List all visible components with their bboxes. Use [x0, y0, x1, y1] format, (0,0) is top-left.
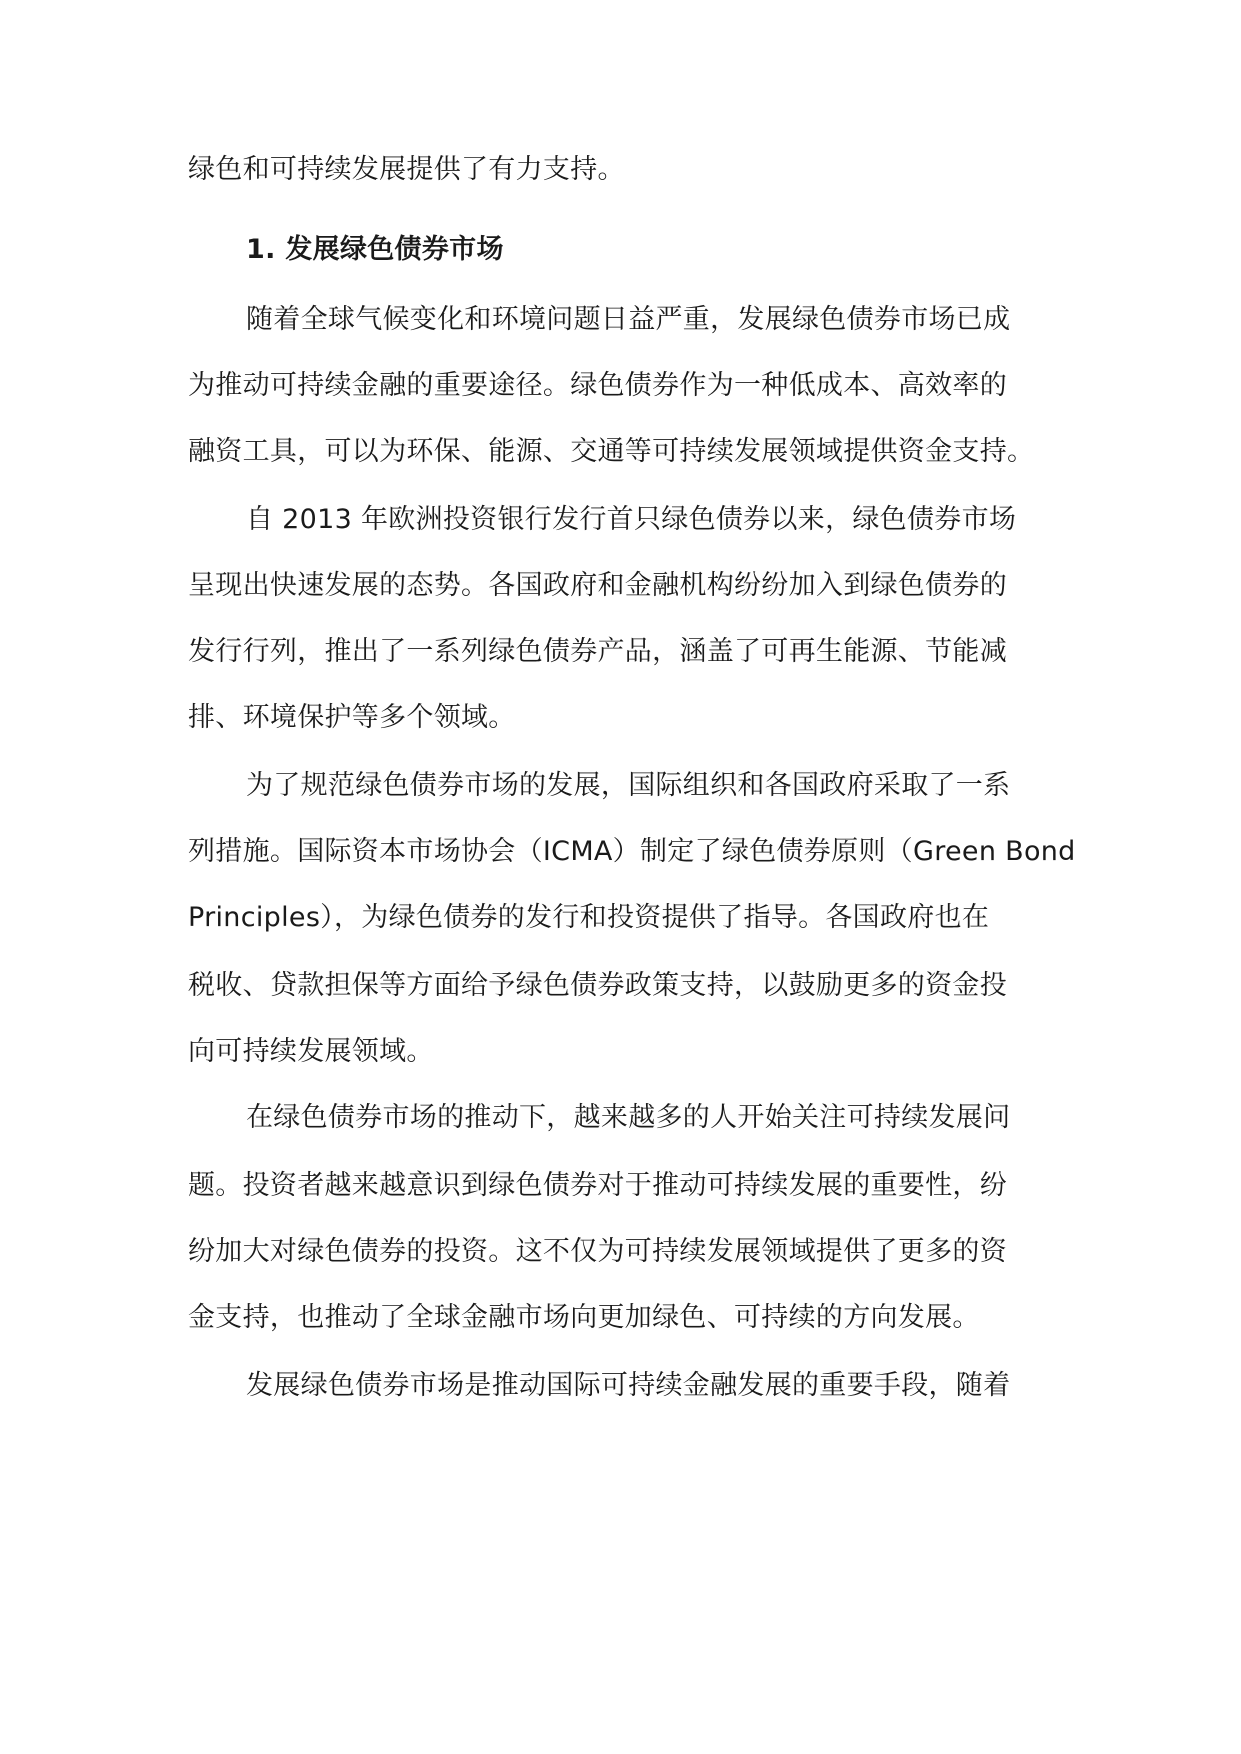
paragraph-line: 为推动可持续金融的重要途径。绿色债券作为一种低成本、高效率的 — [188, 370, 1007, 401]
paragraph-line: 融资工具，可以为环保、能源、交通等可持续发展领域提供资金支持。 — [188, 436, 1035, 467]
section-heading: 1. 发展绿色债券市场 — [246, 234, 504, 265]
paragraph-line: 向可持续发展领域。 — [188, 1036, 434, 1067]
paragraph-line: 自 2013 年欧洲投资银行发行首只绿色债券以来，绿色债券市场 — [246, 504, 1017, 535]
paragraph-line: Principles），为绿色债券的发行和投资提供了指导。各国政府也在 — [188, 902, 990, 933]
paragraph-line: 发行行列，推出了一系列绿色债券产品，涵盖了可再生能源、节能减 — [188, 636, 1007, 667]
paragraph-line: 列措施。国际资本市场协会（ICMA）制定了绿色债券原则（Green Bond — [188, 836, 1076, 867]
paragraph-line: 绿色和可持续发展提供了有力支持。 — [188, 154, 625, 185]
paragraph-line: 金支持，也推动了全球金融市场向更加绿色、可持续的方向发展。 — [188, 1302, 980, 1333]
paragraph-line: 题。投资者越来越意识到绿色债券对于推动可持续发展的重要性，纷 — [188, 1170, 1007, 1201]
paragraph-line: 为了规范绿色债券市场的发展，国际组织和各国政府采取了一系 — [246, 770, 1011, 801]
paragraph-line: 发展绿色债券市场是推动国际可持续金融发展的重要手段，随着 — [246, 1370, 1011, 1401]
paragraph-line: 税收、贷款担保等方面给予绿色债券政策支持，以鼓励更多的资金投 — [188, 970, 1007, 1001]
paragraph-line: 排、环境保护等多个领域。 — [188, 702, 516, 733]
paragraph-line: 呈现出快速发展的态势。各国政府和金融机构纷纷加入到绿色债券的 — [188, 570, 1007, 601]
paragraph-line: 随着全球气候变化和环境问题日益严重，发展绿色债券市场已成 — [246, 304, 1011, 335]
paragraph-line: 纷加大对绿色债券的投资。这不仅为可持续发展领域提供了更多的资 — [188, 1236, 1007, 1267]
paragraph-line: 在绿色债券市场的推动下，越来越多的人开始关注可持续发展问 — [246, 1102, 1011, 1133]
